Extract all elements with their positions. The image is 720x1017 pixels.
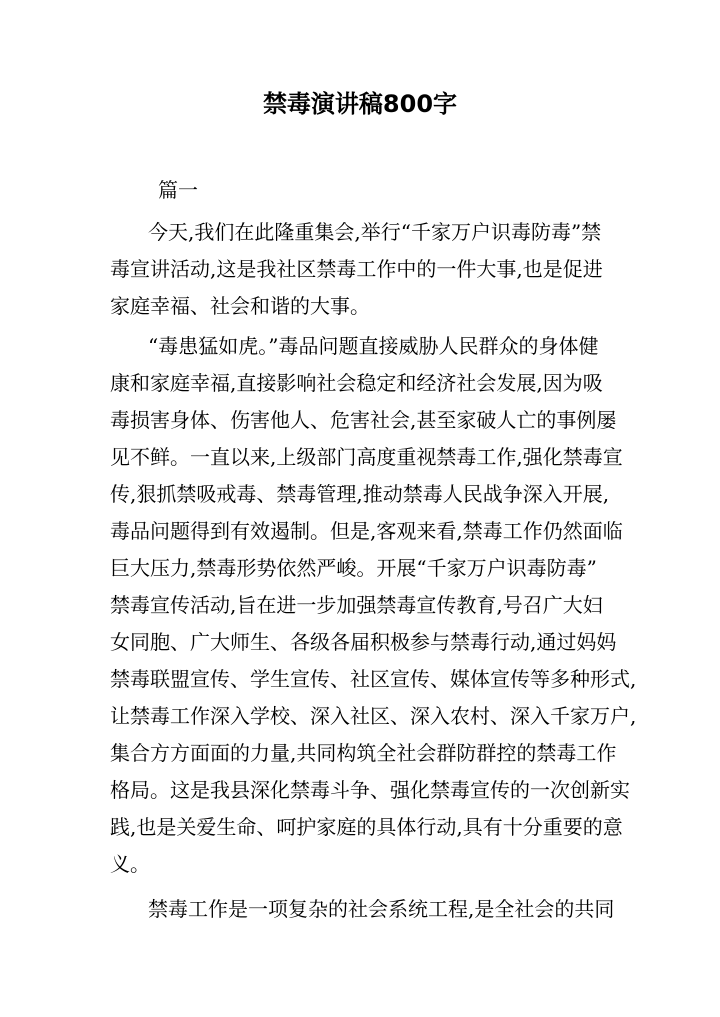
text-line: 见不鲜。一直以来,上级部门高度重视禁毒工作,强化禁毒宣 (110, 445, 623, 469)
text-line: 禁毒工作是一项复杂的社会系统工程,是全社会的共同 (148, 897, 615, 921)
text-line: 今天,我们在此隆重集会,举行“千家万户识毒防毒”禁 (148, 220, 602, 244)
text-line: 践,也是关爱生命、呵护家庭的具体行动,具有十分重要的意 (110, 815, 623, 839)
text-line: 禁毒联盟宣传、学生宣传、社区宣传、媒体宣传等多种形式, (110, 667, 637, 691)
text-line: “毒患猛如虎。”毒品问题直接威胁人民群众的身体健 (148, 334, 599, 358)
text-line: 集合方方面面的力量,共同构筑全社会群防群控的禁毒工作 (110, 741, 617, 765)
text-line: 毒宣讲活动,这是我社区禁毒工作中的一件大事,也是促进 (110, 257, 603, 281)
document-title: 禁毒演讲稿800字 (262, 90, 458, 118)
text-line: 格局。这是我县深化禁毒斗争、强化禁毒宣传的一次创新实 (110, 778, 630, 802)
text-line: 康和家庭幸福,直接影响社会稳定和经济社会发展,因为吸 (110, 371, 603, 395)
text-line: 女同胞、广大师生、各级各届积极参与禁毒行动,通过妈妈 (110, 630, 617, 654)
section-heading: 篇一 (158, 178, 198, 202)
text-line: 毒品问题得到有效遏制。但是,客观来看,禁毒工作仍然面临 (110, 519, 623, 543)
text-line: 让禁毒工作深入学校、深入社区、深入农村、深入千家万户, (110, 704, 637, 728)
text-line: 毒损害身体、伤害他人、危害社会,甚至家破人亡的事例屡 (110, 408, 617, 432)
text-line: 家庭幸福、社会和谐的大事。 (110, 294, 370, 318)
text-line: 禁毒宣传活动,旨在进一步加强禁毒宣传教育,号召广大妇 (110, 593, 603, 617)
text-line: 传,狠抓禁吸戒毒、禁毒管理,推动禁毒人民战争深入开展, (110, 482, 610, 506)
text-line: 义。 (110, 852, 150, 876)
text-line: 巨大压力,禁毒形势依然严峻。开展“千家万户识毒防毒” (110, 556, 597, 580)
